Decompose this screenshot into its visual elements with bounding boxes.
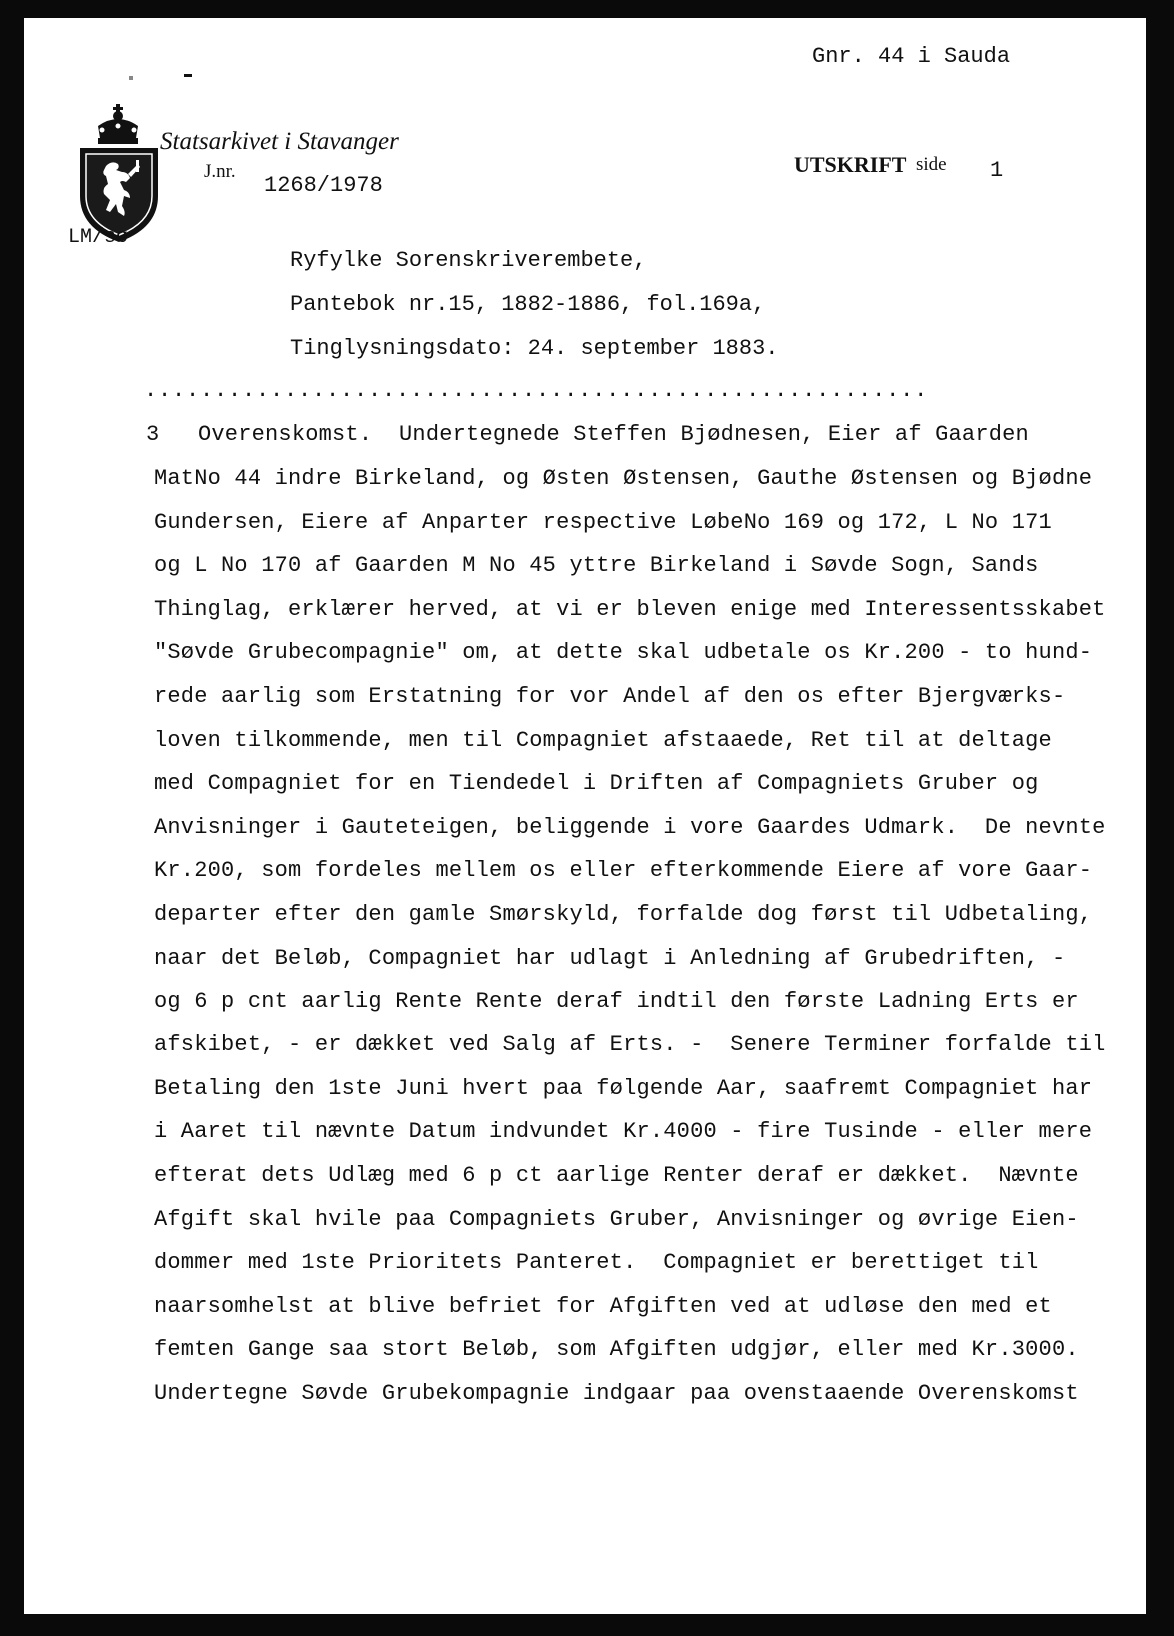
initials: LM/sø [68,226,129,249]
body-line: dommer med 1ste Prioritets Panteret. Compagniet er berettiget til [154,1250,1039,1275]
side-label: side [916,154,947,175]
body-line: Betaling den 1ste Juni hvert paa følgende Aar, saafremt Compagniet har [154,1076,1093,1101]
body-line: MatNo 44 indre Birkeland, og Østen Østensen, Gauthe Østensen og Bjødne [154,466,1093,491]
paragraph-number: 3 [146,422,160,447]
document-page [24,18,1146,1614]
body-line: rede aarlig som Erstatning for vor Andel af den os efter Bjergværks- [154,684,1066,709]
body-line: "Søvde Grubecompagnie" om, at dette skal udbetale os Kr.200 - to hund- [154,640,1093,665]
body-line: naarsomhelst at blive befriet for Afgiften ved at udløse den med et [154,1294,1052,1319]
body-line: Thinglag, erklærer herved, at vi er bleven enige med Interessentsskabet [154,597,1106,622]
jnr-value: 1268/1978 [264,173,383,198]
page-number: 1 [990,158,1004,183]
body-line: Anvisninger i Gauteteigen, beliggende i vore Gaardes Udmark. De nevnte [154,815,1106,840]
body-line: Undertegne Søvde Grubekompagnie indgaar paa ovenstaaende Overenskomst [154,1381,1079,1406]
body-line: Overenskomst. Undertegnede Steffen Bjødnesen, Eier af Gaarden [198,422,1029,447]
body-line: Gundersen, Eiere af Anparter respective LøbeNo 169 og 172, L No 171 [154,510,1052,535]
body-line: femten Gange saa stort Beløb, som Afgiften udgjør, eller med Kr.3000. [154,1337,1079,1362]
speck [129,76,133,80]
body-line: efterat dets Udlæg med 6 p ct aarlige Renter deraf er dækket. Nævnte [154,1163,1079,1188]
archive-name: Statsarkivet i Stavanger [160,128,399,155]
body-line: Afgift skal hvile paa Compagniets Gruber, Anvisninger og øvrige Eien- [154,1207,1079,1232]
dash-mark [184,74,192,77]
source-line-1: Ryfylke Sorenskriverembete, [290,248,647,273]
body-line: naar det Beløb, Compagniet har udlagt i Anledning af Grubedriften, - [154,946,1066,971]
jnr-label: J.nr. [204,161,236,182]
body-line: med Compagniet for en Tiendedel i Driften af Compagniets Gruber og [154,771,1039,796]
body-line: Kr.200, som fordeles mellem os eller efterkommende Eiere af vore Gaar- [154,858,1093,883]
body-line: loven tilkommende, men til Compagniet afstaaede, Ret til at deltage [154,728,1052,753]
reference-gnr: Gnr. 44 i Sauda [812,44,1011,69]
utskrift-label: UTSKRIFT [794,152,907,177]
source-line-2: Pantebok nr.15, 1882-1886, fol.169a, [290,292,766,317]
body-line: og 6 p cnt aarlig Rente Rente deraf indtil den første Ladning Erts er [154,989,1079,1014]
separator-line: ........................................................ [144,378,929,403]
body-line: i Aaret til nævnte Datum indvundet Kr.4000 - fire Tusinde - eller mere [154,1119,1093,1144]
body-line: afskibet, - er dækket ved Salg af Erts. - Senere Terminer forfalde til [154,1032,1106,1057]
norwegian-coat-of-arms-icon [76,104,166,244]
source-line-3: Tinglysningsdato: 24. september 1883. [290,336,779,361]
body-line: og L No 170 af Gaarden M No 45 yttre Birkeland i Søvde Sogn, Sands [154,553,1039,578]
body-line: departer efter den gamle Smørskyld, forfalde dog først til Udbetaling, [154,902,1093,927]
